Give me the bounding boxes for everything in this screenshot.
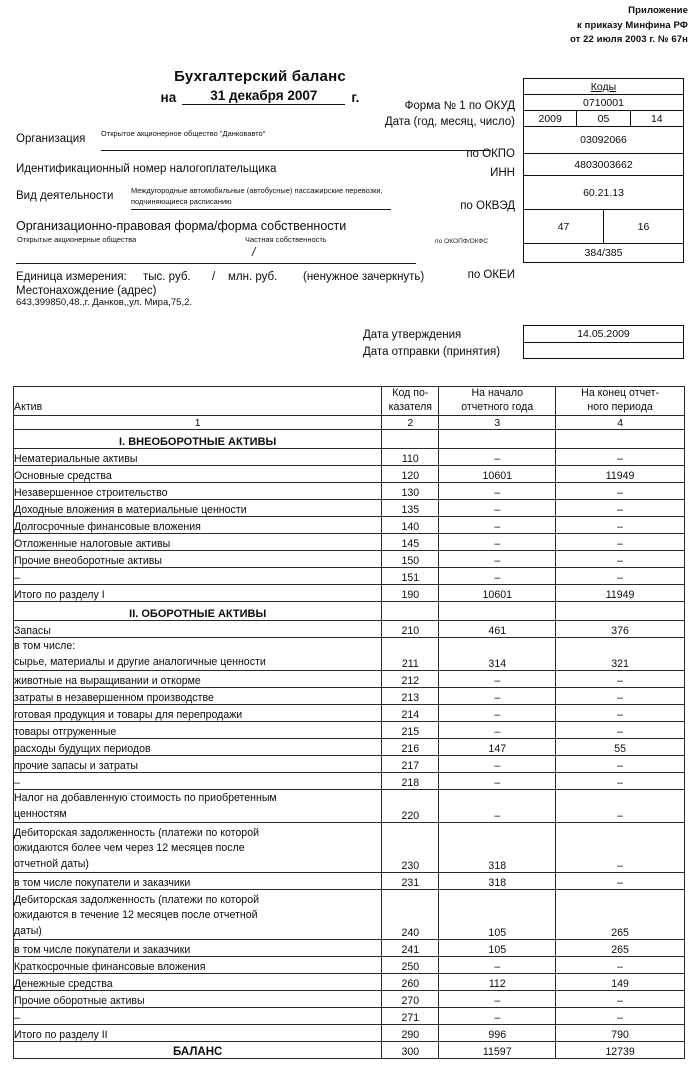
table-row: [14, 670, 685, 687]
row-code: 218: [382, 772, 439, 789]
row-code: 260: [382, 973, 439, 990]
row-value-begin: 112: [439, 973, 556, 990]
appendix-line-3: от 22 июля 2003 г. № 67н: [570, 34, 688, 46]
codes-date-month: 05: [577, 111, 630, 126]
okpo-label: по ОКПО: [466, 148, 515, 160]
approval-date-value: 14.05.2009: [524, 326, 683, 343]
row-value-begin: –: [439, 990, 556, 1007]
row-value-end: –: [556, 533, 685, 550]
row-value-begin: –: [439, 533, 556, 550]
row-label: в том числе покупатели и заказчики: [14, 939, 382, 956]
row-label: Прочие оборотные активы: [14, 990, 382, 1007]
row-value-end: –: [556, 687, 685, 704]
row-code: 250: [382, 956, 439, 973]
row-label: расходы будущих периодов: [14, 738, 382, 755]
row-value-begin: –: [439, 482, 556, 499]
row-value-end: –: [556, 789, 685, 822]
row-label: товары отгруженные: [14, 721, 382, 738]
total-value-begin: 11597: [439, 1041, 556, 1058]
row-value-end: –: [556, 516, 685, 533]
row-value-begin: –: [439, 755, 556, 772]
row-label: Запасы: [14, 620, 382, 637]
unit-option-millions[interactable]: млн. руб.: [228, 271, 278, 283]
row-value-end: –: [556, 550, 685, 567]
appendix-line-2: к приказу Минфина РФ: [577, 19, 688, 31]
table-header-row: [14, 387, 685, 416]
row-code: 290: [382, 1024, 439, 1041]
codes-box: [523, 78, 684, 263]
row-value-begin: –: [439, 721, 556, 738]
row-value-begin: –: [439, 789, 556, 822]
table-row: [14, 637, 685, 670]
row-label: [14, 637, 382, 670]
row-value-begin: –: [439, 550, 556, 567]
table-row: [14, 1024, 685, 1041]
table-row: [14, 448, 685, 465]
row-code: 216: [382, 738, 439, 755]
row-code: 145: [382, 533, 439, 550]
row-code: 241: [382, 939, 439, 956]
report-date-suffix: г.: [351, 90, 360, 105]
table-row: [14, 499, 685, 516]
row-label: Итого по разделу I: [14, 584, 382, 601]
row-value-end: 376: [556, 620, 685, 637]
row-label: [14, 822, 382, 872]
sending-date-value: [524, 343, 683, 360]
row-value-end: 11949: [556, 465, 685, 482]
row-code: 212: [382, 670, 439, 687]
activity-value-line-2: подчиняющиеся расписанию: [131, 197, 232, 206]
row-label-line-2: ценностям: [14, 807, 67, 820]
table-row: [14, 567, 685, 584]
row-code: 190: [382, 584, 439, 601]
colnum-2: 2: [382, 415, 439, 429]
colnum-1: 1: [14, 415, 382, 429]
row-code: 150: [382, 550, 439, 567]
row-label: [14, 889, 382, 939]
table-row: [14, 721, 685, 738]
row-value-begin: 10601: [439, 584, 556, 601]
row-label: Доходные вложения в материальные ценности: [14, 499, 382, 516]
colnum-3: 3: [439, 415, 556, 429]
row-value-end: –: [556, 990, 685, 1007]
row-label-line-1: Дебиторская задолженность (платежи по которой: [14, 894, 260, 907]
table-row: [14, 620, 685, 637]
section-header-row: [14, 601, 685, 620]
row-label: Краткосрочные финансовые вложения: [14, 956, 382, 973]
activity-label: Вид деятельности: [16, 190, 114, 202]
organization-label: Организация: [16, 133, 86, 145]
unit-separator: /: [212, 271, 216, 283]
header-begin-line-2: отчетного года: [461, 400, 534, 413]
row-label: затраты в незавершенном производстве: [14, 687, 382, 704]
date-label: Дата (год, месяц, число): [384, 116, 515, 128]
row-code: 140: [382, 516, 439, 533]
row-value-end: –: [556, 704, 685, 721]
section-header-end-cell: [556, 429, 685, 448]
row-value-begin: –: [439, 704, 556, 721]
row-value-begin: 147: [439, 738, 556, 755]
total-code: 300: [382, 1041, 439, 1058]
appendix-line-1: Приложение: [628, 5, 688, 16]
table-row: [14, 872, 685, 889]
legal-form-separator: /: [252, 245, 256, 259]
row-label: Долгосрочные финансовые вложения: [14, 516, 382, 533]
legal-form-label: Организационно-правовая форма/форма собственности: [16, 219, 347, 233]
row-value-begin: 105: [439, 889, 556, 939]
header-code: [382, 387, 439, 416]
row-value-begin: –: [439, 772, 556, 789]
codes-date-year: 2009: [524, 111, 577, 126]
table-row: [14, 789, 685, 822]
row-code: 230: [382, 822, 439, 872]
balance-table: [13, 386, 685, 1059]
row-value-end: –: [556, 772, 685, 789]
location-label: Местонахождение (адрес): [16, 285, 157, 297]
table-row: [14, 973, 685, 990]
activity-value-line-1: Междугородные автомобильные (автобусные) пассажирские перевозки,: [131, 186, 383, 195]
row-label: животные на выращивании и откорме: [14, 670, 382, 687]
inn-code-label: ИНН: [490, 167, 515, 179]
table-column-numbers-row: [14, 415, 685, 429]
row-label: прочие запасы и затраты: [14, 755, 382, 772]
row-value-end: 321: [556, 637, 685, 670]
codes-okfs-value: 16: [637, 220, 650, 233]
row-label: Итого по разделу II: [14, 1024, 382, 1041]
table-row: [14, 755, 685, 772]
codes-okei-value: 384/385: [584, 247, 623, 259]
header-end-line-2: ного периода: [587, 400, 653, 413]
row-value-begin: –: [439, 499, 556, 516]
total-value-end: 12739: [556, 1041, 685, 1058]
row-value-end: –: [556, 499, 685, 516]
row-value-end: 149: [556, 973, 685, 990]
balance-table-head: [14, 387, 685, 430]
unit-note: (ненужное зачеркнуть): [303, 271, 425, 283]
row-value-end: –: [556, 721, 685, 738]
section-title: II. ОБОРОТНЫЕ АКТИВЫ: [14, 601, 382, 620]
row-value-end: –: [556, 956, 685, 973]
codes-okpo-value: 03092066: [580, 134, 627, 146]
codes-okei-row: [524, 244, 683, 262]
row-value-begin: –: [439, 670, 556, 687]
row-label-line-2: ожидаются в течение 12 месяцев после отчетной: [14, 909, 258, 922]
legal-form-rule: [16, 263, 416, 264]
table-row: [14, 939, 685, 956]
row-code: 271: [382, 1007, 439, 1024]
row-value-end: –: [556, 872, 685, 889]
row-value-end: 55: [556, 738, 685, 755]
table-row: [14, 738, 685, 755]
sending-date-label: Дата отправки (принятия): [363, 345, 501, 358]
row-code: 120: [382, 465, 439, 482]
ownership-value: Частная собственность: [245, 235, 327, 244]
organization-value: Открытое акционерное общество "Данковавто": [101, 129, 266, 138]
row-label: Нематериальные активы: [14, 448, 382, 465]
row-label-line-2: ожидаются более чем через 12 месяцев после: [14, 842, 245, 855]
unit-label: Единица измерения:: [16, 271, 127, 283]
colnum-4: 4: [556, 415, 685, 429]
codes-header: Коды: [590, 80, 617, 93]
header-asset: Актив: [14, 387, 382, 416]
report-date-prefix: на: [160, 90, 177, 105]
row-code: 217: [382, 755, 439, 772]
row-value-begin: –: [439, 516, 556, 533]
row-value-begin: –: [439, 956, 556, 973]
section-header-code-cell: [382, 601, 439, 620]
section-header-code-cell: [382, 429, 439, 448]
row-value-begin: 318: [439, 822, 556, 872]
approval-date-label: Дата утверждения: [363, 329, 462, 341]
header-begin-line-1: На начало: [471, 387, 524, 399]
row-value-end: –: [556, 822, 685, 872]
table-row: [14, 516, 685, 533]
row-label: [14, 789, 382, 822]
row-value-end: 790: [556, 1024, 685, 1041]
row-code: 110: [382, 448, 439, 465]
row-code: 270: [382, 990, 439, 1007]
row-label: Денежные средства: [14, 973, 382, 990]
codes-okved-row: [524, 176, 683, 210]
row-value-end: 265: [556, 889, 685, 939]
row-value-end: 265: [556, 939, 685, 956]
report-date-value: 31 декабря 2007: [182, 88, 345, 105]
appendix-note: [570, 4, 688, 48]
header-code-line-2: казателя: [388, 400, 433, 413]
okei-label: по ОКЕИ: [467, 269, 515, 281]
section-header-begin-cell: [439, 601, 556, 620]
codes-date-row: [524, 111, 683, 127]
section-header-row: [14, 429, 685, 448]
row-code: 215: [382, 721, 439, 738]
row-value-end: –: [556, 448, 685, 465]
table-row: [14, 990, 685, 1007]
section-header-begin-cell: [439, 429, 556, 448]
codes-header-row: [524, 79, 683, 95]
row-value-begin: 318: [439, 872, 556, 889]
codes-okopf-row: [524, 210, 683, 244]
table-row: [14, 889, 685, 939]
row-value-begin: 461: [439, 620, 556, 637]
codes-okud-row: [524, 95, 683, 111]
table-row: [14, 584, 685, 601]
table-row: [14, 772, 685, 789]
approval-dates-labels: [363, 327, 500, 360]
codes-okopf-value: 47: [524, 210, 604, 243]
header-end-line-1: На конец отчет-: [581, 387, 660, 399]
row-label: –: [14, 567, 382, 584]
row-label-line-3: отчетной даты): [14, 857, 89, 870]
row-label-line-3: даты): [14, 924, 42, 937]
table-row: [14, 533, 685, 550]
row-value-end: –: [556, 482, 685, 499]
row-label: Незавершенное строительство: [14, 482, 382, 499]
codes-okpo-row: [524, 127, 683, 154]
row-code: 211: [382, 637, 439, 670]
header-code-line-1: Код по-: [392, 387, 429, 399]
row-code: 151: [382, 567, 439, 584]
row-label: –: [14, 772, 382, 789]
legal-form-value: Открытые акционерные общества: [17, 235, 137, 244]
balance-table-body: [14, 429, 685, 1058]
section-title: I. ВНЕОБОРОТНЫЕ АКТИВЫ: [14, 429, 382, 448]
codes-inn-value: 4803003662: [574, 158, 633, 171]
codes-inn-row: [524, 154, 683, 176]
row-code: 213: [382, 687, 439, 704]
row-label-line-1: в том числе:: [14, 640, 76, 653]
codes-okud-value: 0710001: [583, 96, 624, 109]
row-code: 214: [382, 704, 439, 721]
row-label: –: [14, 1007, 382, 1024]
row-code: 130: [382, 482, 439, 499]
row-label-line-1: Налог на добавленную стоимость по приобретенным: [14, 792, 277, 805]
row-label-line-1: Дебиторская задолженность (платежи по которой: [14, 827, 260, 840]
table-row: [14, 465, 685, 482]
unit-option-thousands[interactable]: тыс. руб.: [143, 271, 191, 283]
row-value-begin: 996: [439, 1024, 556, 1041]
row-label: в том числе покупатели и заказчики: [14, 872, 382, 889]
row-label: Основные средства: [14, 465, 382, 482]
row-label: Прочие внеоборотные активы: [14, 550, 382, 567]
table-row: [14, 956, 685, 973]
row-value-begin: –: [439, 687, 556, 704]
organization-rule: [101, 150, 491, 151]
okved-label: по ОКВЭД: [460, 200, 515, 212]
row-code: 210: [382, 620, 439, 637]
okud-label: Форма № 1 по ОКУД: [404, 100, 515, 112]
table-row: [14, 482, 685, 499]
row-value-begin: 105: [439, 939, 556, 956]
row-code: 135: [382, 499, 439, 516]
codes-okved-value: 60.21.13: [583, 186, 624, 199]
total-label: БАЛАНС: [14, 1041, 382, 1058]
row-code: 231: [382, 872, 439, 889]
row-code: 220: [382, 789, 439, 822]
row-value-begin: –: [439, 448, 556, 465]
activity-rule: [131, 209, 391, 210]
row-value-begin: –: [439, 567, 556, 584]
row-value-begin: –: [439, 1007, 556, 1024]
row-value-begin: 10601: [439, 465, 556, 482]
approval-dates-box: [523, 325, 684, 359]
row-value-end: 11949: [556, 584, 685, 601]
table-row: [14, 822, 685, 872]
row-code: 240: [382, 889, 439, 939]
row-value-end: –: [556, 755, 685, 772]
row-value-end: –: [556, 567, 685, 584]
table-total-row: [14, 1041, 685, 1058]
codes-date-day: 14: [650, 112, 663, 125]
header-begin-period: [439, 387, 556, 416]
table-row: [14, 687, 685, 704]
okopf-label: по ОКОПФ/ОКФС: [435, 238, 489, 245]
row-label-line-2: сырье, материалы и другие аналогичные ценности: [14, 655, 266, 668]
header-end-period: [556, 387, 685, 416]
location-value: 643,399850,48.,г. Данков,,ул. Мира,75,2.: [16, 297, 193, 308]
row-value-end: –: [556, 670, 685, 687]
table-row: [14, 1007, 685, 1024]
row-label: готовая продукция и товары для перепродажи: [14, 704, 382, 721]
row-value-begin: 314: [439, 637, 556, 670]
row-label: Отложенные налоговые активы: [14, 533, 382, 550]
section-header-end-cell: [556, 601, 685, 620]
page-title: Бухгалтерский баланс: [174, 68, 346, 85]
inn-label: Идентификационный номер налогоплательщика: [16, 163, 277, 175]
row-value-end: –: [556, 1007, 685, 1024]
table-row: [14, 704, 685, 721]
table-row: [14, 550, 685, 567]
